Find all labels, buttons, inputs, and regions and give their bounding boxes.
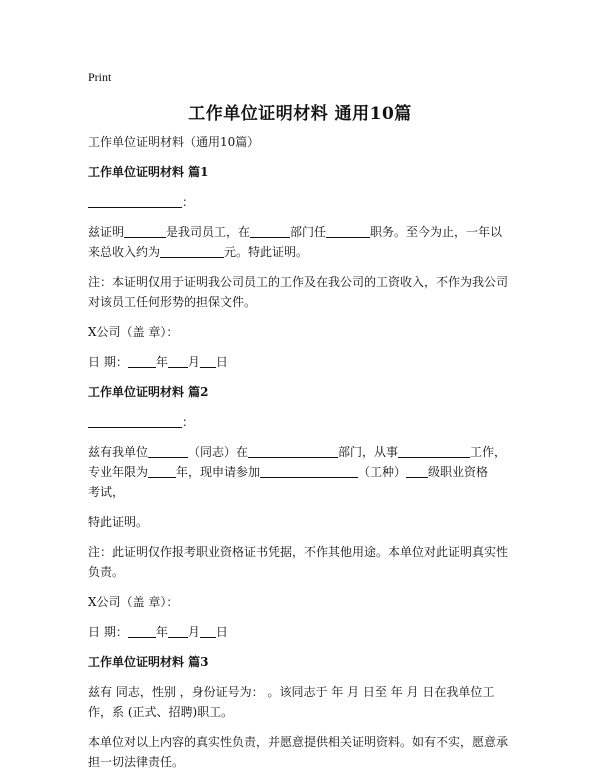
section-3-statement: 本单位对以上内容的真实性负责，并愿意提供相关证明资料。如有不实，愿意承担一切法律责任。 [88, 735, 509, 769]
blank-field [168, 353, 188, 368]
blank-field [200, 353, 216, 368]
section-1-heading: 工作单位证明材料 篇1 [88, 165, 209, 179]
blank-field [148, 443, 188, 458]
section-1-body: 兹证明 是我司员工，在 部门任 职务。至今为止，一年以 来总收入约为 元。特此证明。 [88, 225, 503, 259]
blank-field [398, 443, 470, 458]
blank-field [128, 353, 156, 368]
section-2-addressee: ： [88, 412, 518, 432]
document-subtitle: 工作单位证明材料（通用10篇） [88, 135, 260, 149]
section-1-date: 日 期： 年 月 日 [88, 355, 228, 369]
blank-field [406, 463, 428, 478]
blank-field [88, 413, 182, 428]
blank-field [248, 443, 338, 458]
section-2-body: 兹有我单位 （同志）在 部门，从事 工作， 专业年限为 年，现申请参加 （工种） 级职业资格 考试， [88, 445, 507, 499]
blank-field [128, 623, 156, 638]
section-2-seal: X公司（盖 章）： [88, 595, 179, 609]
document-title: 工作单位证明材料 通用10篇 [188, 104, 412, 124]
section-2-date: 日 期： 年 月 日 [88, 625, 228, 639]
blank-field [260, 463, 358, 478]
blank-field [124, 223, 166, 238]
section-3-heading: 工作单位证明材料 篇3 [88, 655, 209, 669]
blank-field [326, 223, 370, 238]
section-1-seal: X公司（盖 章）： [88, 325, 179, 339]
blank-field [168, 623, 188, 638]
section-1-note: 注：本证明仅用于证明我公司员工的工作及在我公司的工资收入，不作为我公司对该员工任何形势的担保文件。 [88, 275, 509, 309]
section-1-addressee: ： [88, 192, 518, 212]
section-2-note: 注：此证明仅作报考职业资格证书凭据，不作其他用途。本单位对此证明真实性负责。 [88, 545, 509, 579]
blank-field [88, 193, 182, 208]
blank-field [160, 243, 224, 258]
blank-field [148, 463, 176, 478]
print-label: Print [88, 70, 112, 84]
blank-field [200, 623, 216, 638]
document-body [88, 132, 518, 782]
section-3-body: 兹有 同志，性别 ，身份证号为： 。该同志于 年 月 日至 年 月 日在我单位工作，系 (正式、招聘)职工。 [88, 685, 495, 719]
blank-field [250, 223, 290, 238]
section-2-heading: 工作单位证明材料 篇2 [88, 385, 209, 399]
section-2-closing: 特此证明。 [88, 515, 149, 529]
